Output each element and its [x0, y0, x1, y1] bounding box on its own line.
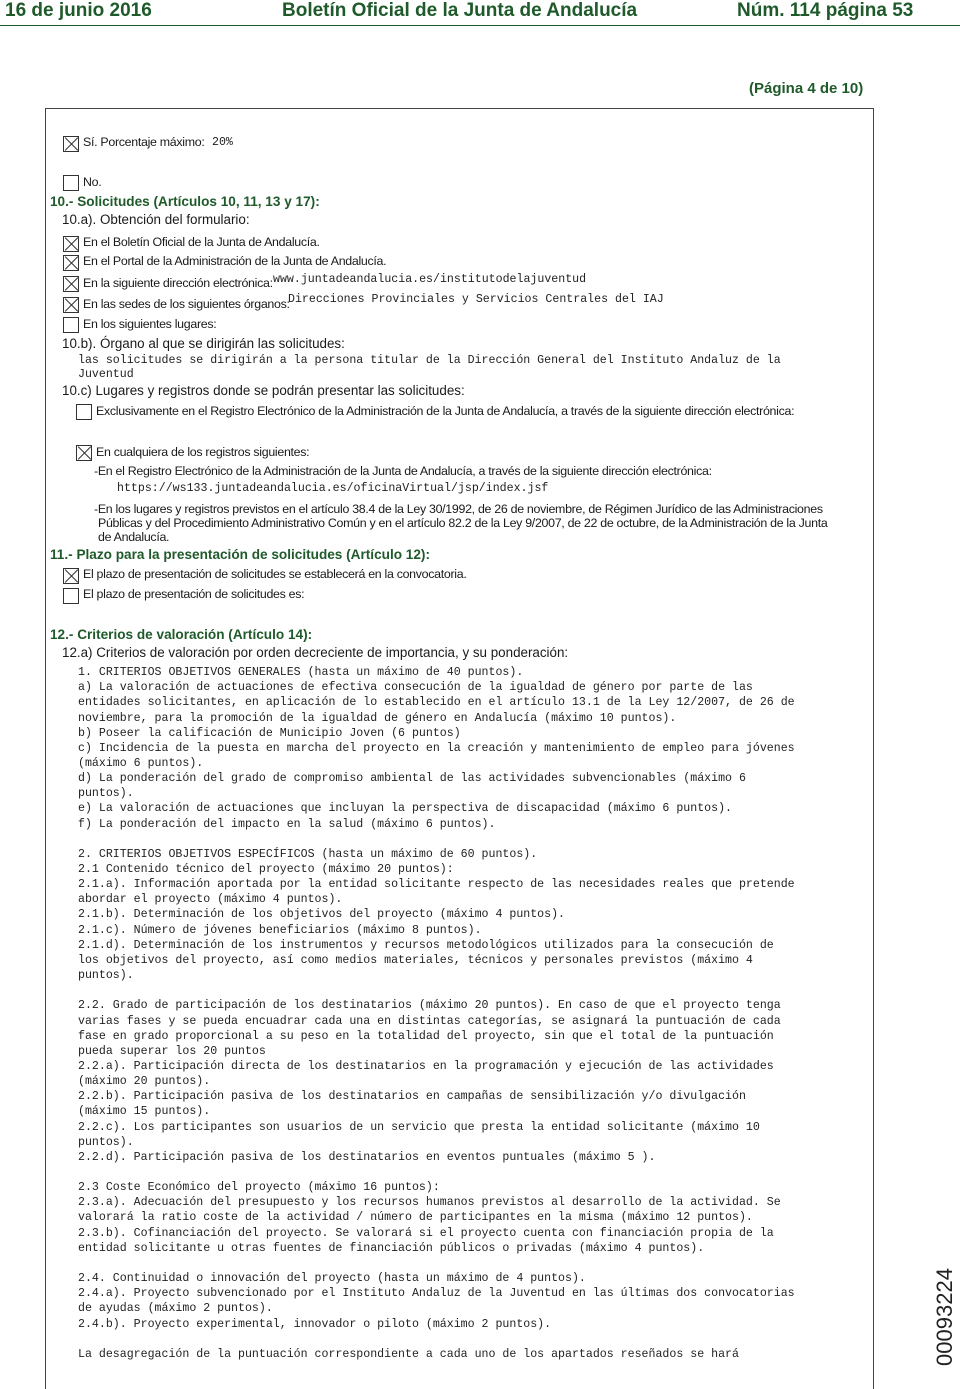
criteria-line: fase en grado proporcional a su peso en la totalidad del proyecto, sin que el total de la puntuación [78, 1029, 774, 1043]
criteria-line: b) Poseer la calificación de Municipio Joven (6 puntos) [78, 726, 461, 740]
s10a-opt3-label: En la siguiente dirección electrónica: [83, 276, 273, 290]
s10a-opt4-checkbox[interactable] [63, 297, 79, 313]
s10a-opt2-label: En el Portal de la Administración de la Junta de Andalucía. [83, 254, 387, 268]
criteria-line: 2.3 Coste Económico del proyecto (máximo 16 puntos): [78, 1181, 440, 1195]
s10a-opt4-value: Direcciones Provinciales y Servicios Centrales del IAJ [288, 293, 664, 306]
criteria-line: 2.4.a). Proyecto subvencionado por el Instituto Andaluz de la Juventud en las últimas dos convocatorias [78, 1287, 795, 1301]
s10a-opt1-checkbox[interactable] [63, 236, 79, 252]
section-12-title: 12.- Criterios de valoración (Artículo 14): [50, 627, 313, 642]
criteria-line: 2.2. Grado de participación de los destinatarios (máximo 20 puntos). En caso de que el proyecto tenga [78, 999, 781, 1013]
section-10-title: 10.- Solicitudes (Artículos 10, 11, 13 y 17): [50, 194, 320, 209]
criteria-line: 2.1.a). Información aportada por la entidad solicitante respecto de las necesidades reales que pretende [78, 878, 795, 892]
criteria-line: c) Incidencia de la puesta en marcha del proyecto en la creación y mantenimiento de empleo para jóvenes [78, 741, 795, 755]
criteria-line: La desagregación de la puntuación correspondiente a cada uno de los apartados reseñados se hará [78, 1347, 739, 1361]
criteria-line: (máximo 15 puntos). [78, 1105, 211, 1119]
criteria-line: 2. CRITERIOS OBJETIVOS ESPECÍFICOS (hasta un máximo de 60 puntos). [78, 847, 538, 861]
s10c-opt2-checkbox[interactable] [76, 445, 92, 461]
section-10b-title: 10.b). Órgano al que se dirigirán las solicitudes: [62, 336, 345, 351]
no-checkbox[interactable] [63, 175, 79, 191]
section-10c-title: 10.c) Lugares y registros donde se podrán presentar las solicitudes: [62, 383, 465, 398]
page-header [0, 0, 960, 26]
criteria-line: (máximo 20 puntos). [78, 1075, 211, 1088]
s10a-opt4-label: En las sedes de los siguientes órganos: [83, 297, 290, 311]
s10a-opt5-label: En los siguientes lugares: [83, 317, 217, 331]
si-checkbox[interactable] [63, 136, 79, 152]
no-label: No. [83, 175, 102, 189]
s10c-opt1-label: Exclusivamente en el Registro Electrónico de la Administración de la Junta de Andalucía, a través de la siguiente dirección electrónica: [96, 404, 795, 418]
criteria-line: e) La valoración de actuaciones que incluyan la perspectiva de discapacidad (máximo 6 puntos). [78, 802, 732, 816]
criteria-line: varias fases y se pueda encuadrar cada una en distintas categorías, se asignará la puntuación de cada [78, 1014, 781, 1028]
criteria-line: 2.1.c). Número de jóvenes beneficiarios (máximo 8 puntos). [78, 923, 482, 937]
s10c-registry1-url: https://ws133.juntadeandalucia.es/oficinaVirtual/jsp/index.jsf [117, 482, 549, 495]
s11-opt2-label: El plazo de presentación de solicitudes es: [83, 587, 305, 601]
si-label: Sí. Porcentaje máximo: [83, 135, 205, 149]
criteria-line: 2.1.d). Determinación de los instrumentos y recursos metodológicos utilizados para la consecución de [78, 938, 774, 952]
s10c-registry2-line2: Públicas y del Procedimiento Administrativo Común y en el artículo 82.2 de la Ley 9/2007, de 22 de octubre, de la Administración de la Junta [98, 516, 828, 530]
criteria-line: 1. CRITERIOS OBJETIVOS GENERALES (hasta un máximo de 40 puntos). [78, 666, 524, 679]
s11-opt2-checkbox[interactable] [63, 588, 79, 604]
criteria-line: a) La valoración de actuaciones de efectiva consecución de la igualdad de género por parte de las [78, 681, 753, 695]
criteria-line: puntos). [78, 1135, 134, 1149]
criteria-line: 2.2.b). Participación pasiva de los destinatarios en campañas de sensibilización y/o divulgación [78, 1090, 746, 1104]
s10c-opt2-label: En cualquiera de los registros siguientes: [96, 445, 310, 459]
section-11-title: 11.- Plazo para la presentación de solicitudes (Artículo 12): [50, 547, 430, 562]
header-rule [0, 25, 960, 26]
document-side-code [932, 1262, 960, 1370]
section-12a-title: 12.a) Criterios de valoración por orden decreciente de importancia, y su ponderación: [62, 645, 569, 660]
s11-opt1-checkbox[interactable] [63, 568, 79, 584]
s11-opt1-label: El plazo de presentación de solicitudes se establecerá en la convocatoria. [83, 567, 467, 581]
criteria-line: de ayudas (máximo 2 puntos). [78, 1302, 273, 1316]
criteria-line: 2.3.a). Adecuación del presupuesto y los recursos humanos previstos al desarrollo de la actividad. Se [78, 1196, 781, 1210]
criteria-line: puntos). [78, 787, 134, 801]
criteria-line: abordar el proyecto (máximo 4 puntos). [78, 893, 343, 907]
s10c-registry1: -En el Registro Electrónico de la Administración de la Junta de Andalucía, a través de la siguiente dirección electrónica: [94, 464, 712, 478]
header-issue: Núm. 114 página 53 [737, 0, 914, 21]
criteria-line: 2.3.b). Cofinanciación del proyecto. Se valorará si el proyecto cuenta con financiación propia de la [78, 1226, 774, 1240]
criteria-line: pueda superar los 20 puntos [78, 1044, 266, 1058]
side-code-text: 00093224 [931, 1268, 957, 1366]
criteria-line: d) La ponderación del grado de compromiso ambiental de las actividades subvencionables (máximo 6 [78, 772, 746, 785]
s10c-opt1-checkbox[interactable] [76, 404, 92, 420]
s10c-registry2-line1: -En los lugares y registros previstos en el artículo 38.4 de la Ley 30/1992, de 26 de noviembre, de Régimen Jurídico de las Administraciones [94, 502, 823, 516]
section-10a-title: 10.a). Obtención del formulario: [62, 212, 250, 227]
criteria-line: 2.2.c). Los participantes son usuarios de un servicio que presta la entidad solicitante (máximo 10 [78, 1120, 760, 1134]
header-date: 16 de junio 2016 [5, 0, 152, 21]
criteria-line: 2.1.b). Determinación de los objetivos del proyecto (máximo 4 puntos). [78, 908, 566, 922]
criteria-line: entidades solicitantes, en aplicación de lo establecido en el artículo 13.1 de la Ley 12/2007, de 26 de [78, 696, 795, 710]
s10a-opt5-checkbox[interactable] [63, 317, 79, 333]
criteria-line: valorará la ratio coste de la actividad / número de participantes en la misma (máximo 12 puntos). [78, 1211, 753, 1225]
s10b-text-line1: las solicitudes se dirigirán a la persona titular de la Dirección General del Instituto Andaluz de la [78, 354, 781, 367]
criteria-line: f) La ponderación del impacto en la salud (máximo 6 puntos). [78, 817, 496, 831]
criteria-line: 2.2.a). Participación directa de los destinatarios en la programación y ejecución de las actividades [78, 1059, 774, 1073]
header-title: Boletín Oficial de la Junta de Andalucía [282, 0, 638, 21]
s10a-opt2-checkbox[interactable] [63, 255, 79, 271]
s10b-text-line2: Juventud [78, 368, 134, 381]
criteria-line: 2.4.b). Proyecto experimental, innovador o piloto (máximo 2 puntos). [78, 1317, 552, 1331]
si-percentage-value: 20% [212, 136, 233, 149]
page-marker: (Página 4 de 10) [749, 80, 864, 97]
s10a-opt3-url: www.juntadeandalucia.es/institutodelajuventud [273, 273, 587, 286]
criteria-line: 2.4. Continuidad o innovación del proyecto (hasta un máximo de 4 puntos). [78, 1272, 586, 1285]
criteria-line: puntos). [78, 969, 134, 982]
criteria-line: los objetivos del proyecto, así como medios materiales, técnicos y personales previstos (máximo 4 [78, 953, 753, 967]
s10a-opt1-label: En el Boletín Oficial de la Junta de Andalucía. [83, 235, 320, 249]
s10a-opt3-checkbox[interactable] [63, 276, 79, 292]
criteria-line: 2.1 Contenido técnico del proyecto (máximo 20 puntos): [78, 863, 454, 876]
criteria-line: 2.2.d). Participación pasiva de los destinatarios en eventos puntuales (máximo 5 ). [78, 1150, 656, 1164]
s10c-registry2-line3: de Andalucía. [98, 530, 170, 544]
criteria-line: (máximo 6 puntos). [78, 756, 204, 770]
criteria-line: entidad solicitante u otras fuentes de financiación públicos o privadas (máximo 4 puntos). [78, 1241, 705, 1255]
criteria-line: noviembre, para la promoción de la igualdad de género en Andalucía (máximo 10 puntos). [78, 711, 677, 725]
